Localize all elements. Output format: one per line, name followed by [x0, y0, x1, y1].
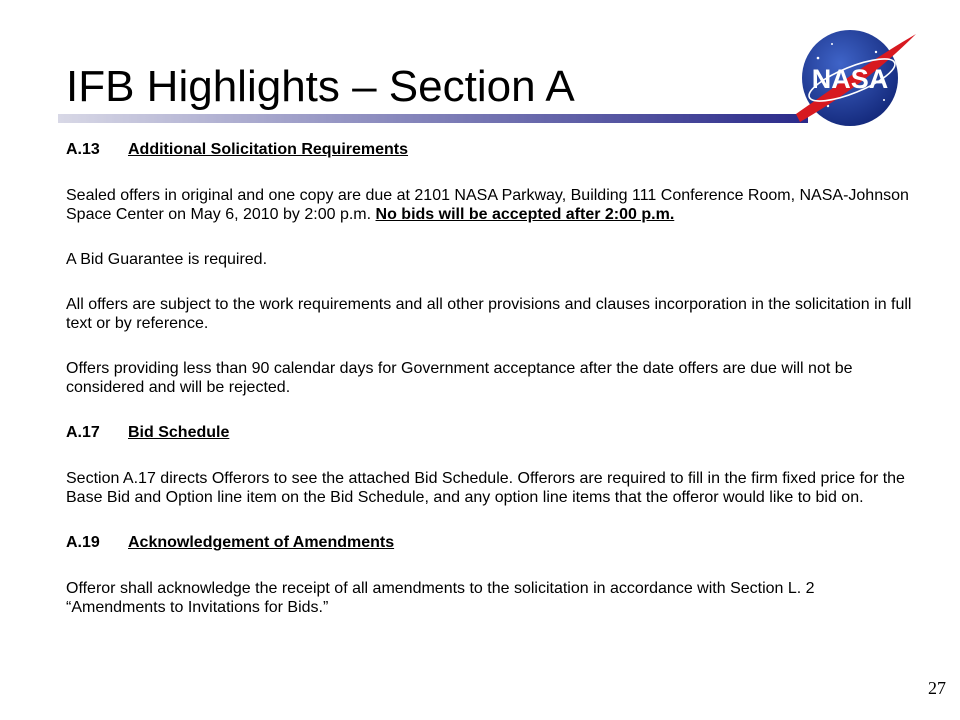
logo-text: NASA [811, 64, 889, 94]
section-heading-a19 [66, 533, 916, 552]
slide-title: IFB Highlights – Section A [66, 62, 575, 111]
paragraph-text: Sealed offers in original and one copy are due at 2101 NASA Parkway, Building 111 Conference Room, NASA-Johnson Space Center on May 6, 2010 by 2:00 p.m. [66, 187, 909, 223]
section-heading-a17 [66, 423, 916, 442]
section-title: Acknowledgement of Amendments [128, 534, 395, 551]
paragraph: Section A.17 directs Offerors to see the attached Bid Schedule. Offerors are required to fill in the firm fixed price for the Base Bid and Option line item on the Bid Schedule, and any option line items that the offeror would like to bid on. [66, 470, 905, 506]
section-title: Bid Schedule [128, 424, 230, 441]
page-number: 27 [928, 678, 946, 698]
paragraph: All offers are subject to the work requirements and all other provisions and clauses incorporation in the solicitation in full text or by reference. [66, 296, 912, 332]
slide-content [66, 138, 916, 617]
paragraph: Offers providing less than 90 calendar days for Government acceptance after the date offers are due will not be considered and will be rejected. [66, 360, 853, 396]
title-underline-bar [58, 114, 808, 123]
section-title: Additional Solicitation Requirements [128, 141, 409, 158]
paragraph: A Bid Guarantee is required. [66, 251, 268, 268]
section-heading-a13 [66, 140, 916, 159]
paragraph [66, 186, 916, 224]
section-number: A.13 [66, 141, 100, 158]
section-number: A.19 [66, 534, 100, 551]
nasa-logo-icon [788, 22, 920, 132]
paragraph: Offeror shall acknowledge the receipt of all amendments to the solicitation in accordance with Section L. 2 “Amendments to Invitations for Bids.” [66, 580, 815, 616]
paragraph-emphasis: No bids will be accepted after 2:00 p.m. [375, 206, 675, 223]
section-number: A.17 [66, 424, 100, 441]
